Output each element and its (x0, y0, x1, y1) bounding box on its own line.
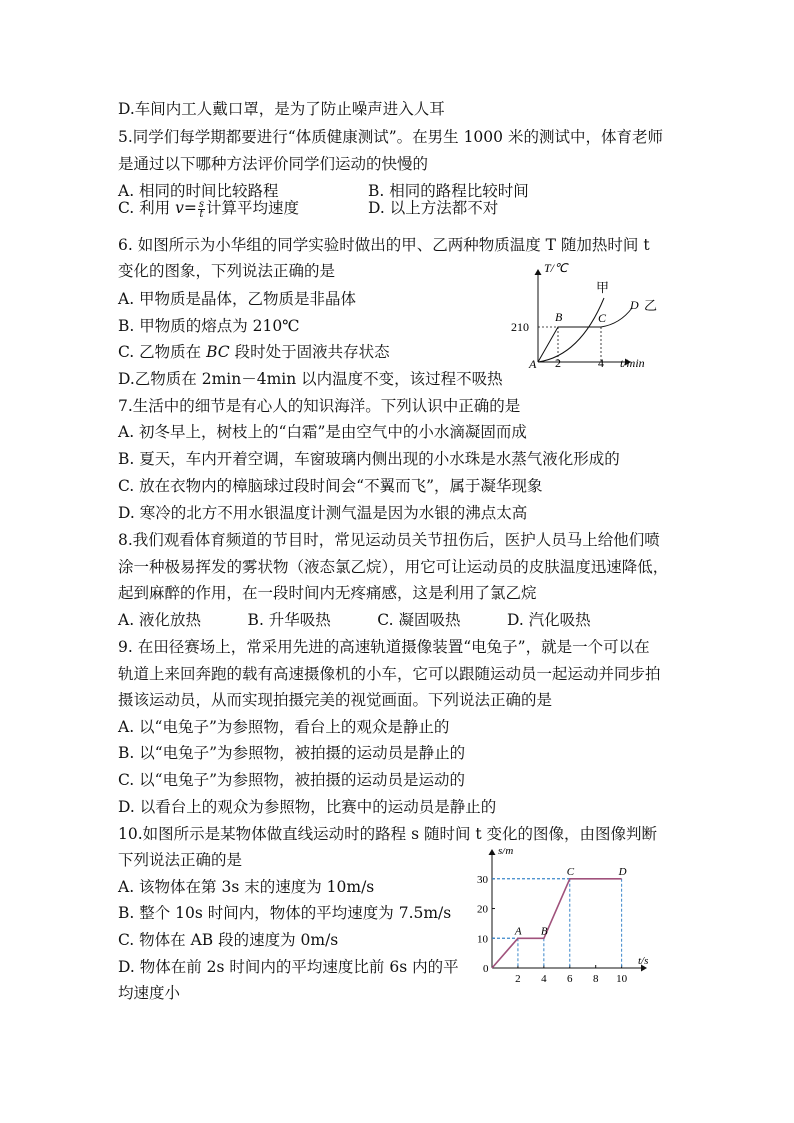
q5-option-a: A. 相同的时间比较路程 (118, 182, 279, 200)
q5-option-c-prefix: C. 利用 (118, 199, 171, 217)
q5-formula-v: v (175, 199, 184, 217)
q5-formula-fraction (198, 200, 205, 219)
q6-x-tick-2: 2 (555, 356, 561, 370)
q5-formula-num: s (198, 198, 205, 210)
y-tick-label: 10 (477, 933, 488, 946)
q9-stem-2: 轨道上来回奔跑的载有高速摄像机的小车，它可以跟随运动员一起运动并同步拍 (118, 665, 661, 683)
q7-option-c: C. 放在衣物内的樟脑球过段时间会“不翼而飞”，属于凝华现象 (118, 477, 543, 495)
q7-option-b: B. 夏天，车内开着空调，车窗玻璃内侧出现的小水珠是水蒸气液化形成的 (118, 450, 620, 468)
point-label-b: B (540, 925, 548, 938)
q6-x-axis-label: t/min (620, 356, 645, 370)
q5-formula-eq: = (183, 199, 197, 217)
point-label-a: A (514, 925, 522, 938)
x-tick-label: 4 (541, 973, 547, 985)
q7-option-a: A. 初冬早上，树枝上的“白霜”是由空气中的小水滴凝固而成 (118, 423, 527, 441)
y-tick-label: 30 (477, 873, 488, 886)
x-tick-label: 2 (515, 973, 521, 985)
q10-option-c: C. 物体在 AB 段的速度为 0m/s (118, 931, 339, 949)
q6-label-jia: 甲 (596, 280, 610, 295)
q6-option-b: B. 甲物质的熔点为 210℃ (118, 317, 300, 335)
q6-point-b: B (555, 310, 563, 324)
q5-stem-1: 5.同学们每学期都要进行“体质健康测试”。在男生 1000 米的测试中，体育老师 (118, 128, 663, 146)
q10-option-d-1: D. 物体在前 2s 时间内的平均速度比前 6s 内的平 (118, 958, 459, 976)
q6-option-d: D.乙物质在 2min－4min 以内温度不变，该过程不吸热 (118, 370, 503, 388)
q10-option-d-2: 均速度小 (118, 984, 181, 1002)
q6-point-d: D (630, 298, 639, 312)
x-tick-label: 10 (616, 973, 628, 985)
q6-curve-yi (538, 308, 632, 362)
q6-y-axis-label: T/℃ (544, 261, 568, 275)
origin-label: 0 (483, 963, 489, 975)
q9-option-a: A. 以“电兔子”为参照物，看台上的观众是静止的 (118, 718, 450, 736)
q8-stem-2: 涂一种极易挥发的雾状物（液态氯乙烷），用它可让运动员的皮肤温度迅速降低， (118, 558, 669, 576)
point-label-d: D (618, 865, 627, 878)
q8-options: A. 液化放热 B. 升华吸热 C. 凝固吸热 D. 汽化吸热 (118, 611, 591, 629)
q10-stem-1: 10.如图所示是某物体做直线运动时的路程 s 随时间 t 变化的图像，由图像判断 (118, 825, 658, 843)
q8-stem-1: 8.我们观看体育频道的节目时，常见运动员关节扭伤后，医护人员马上给他们喷 (118, 531, 660, 549)
q6-label-yi: 乙 (644, 298, 658, 313)
q4-option-d: D.车间内工人戴口罩，是为了防止噪声进入人耳 (118, 100, 445, 118)
x-axis-label: t/s (638, 955, 649, 967)
distance-line (492, 879, 622, 968)
q9-stem-1: 9. 在田径赛场上，常采用先进的高速轨道摄像装置“电兔子”，就是一个可以在 (118, 638, 650, 656)
q6-stem-2: 变化的图象，下列说法正确的是 (118, 262, 336, 280)
q6-curve-jia (538, 298, 604, 362)
q6-point-c: C (598, 311, 607, 325)
q6-option-c (118, 342, 390, 362)
q6-stem-1: 6. 如图所示为小华组的同学实验时做出的甲、乙两种物质温度 T 随加热时间 t (118, 236, 650, 254)
q6-temperature-graph (500, 258, 670, 376)
q6-origin-label: A (529, 357, 537, 371)
q6-option-c-prefix: C. 乙物质在 (118, 343, 207, 361)
y-tick-label: 20 (477, 903, 488, 916)
q7-option-d: D. 寒冷的北方不用水银温度计测气温是因为水银的沸点太高 (118, 504, 528, 522)
q10-distance-time-chart (470, 848, 680, 988)
q9-option-c: C. 以“电兔子”为参照物，被拍摄的运动员是运动的 (118, 771, 466, 789)
x-tick-label: 6 (567, 973, 573, 985)
q7-stem: 7.生活中的细节是有心人的知识海洋。下列认识中正确的是 (118, 397, 521, 415)
y-axis-label: s/m (498, 848, 514, 857)
q8-stem-3: 起到麻醉的作用，在一段时间内无疼痛感，这是利用了氯乙烷 (118, 584, 537, 602)
q9-stem-3: 摄该运动员，从而实现拍摄完美的视觉画面。下列说法正确的是 (118, 691, 553, 709)
q5-option-d: D. 以上方法都不对 (368, 199, 499, 217)
q6-y-tick-210: 210 (511, 320, 529, 334)
q5-option-b: B. 相同的路程比较时间 (368, 182, 529, 200)
point-label-c: C (566, 865, 575, 878)
q5-formula-den: t (199, 208, 204, 220)
q9-option-b: B. 以“电兔子”为参照物，被拍摄的运动员是静止的 (118, 744, 466, 762)
x-tick-label: 8 (592, 973, 599, 985)
q9-option-d: D. 以看台上的观众为参照物，比赛中的运动员是静止的 (118, 798, 497, 816)
q10-option-a: A. 该物体在第 3s 末的速度为 10m/s (118, 878, 375, 896)
q10-option-b: B. 整个 10s 时间内，物体的平均速度为 7.5m/s (118, 904, 452, 922)
q6-x-tick-4: 4 (598, 356, 604, 370)
q6-option-c-suffix: 段时处于固液共存状态 (229, 343, 390, 361)
q5-option-c (118, 198, 299, 219)
q6-option-a: A. 甲物质是晶体，乙物质是非晶体 (118, 290, 357, 308)
q5-stem-2: 是通过以下哪种方法评价同学们运动的快慢的 (118, 155, 429, 173)
q10-stem-2: 下列说法正确的是 (118, 851, 243, 869)
q6-option-c-bc: BC (206, 343, 230, 361)
q5-option-c-suffix: 计算平均速度 (206, 199, 300, 217)
